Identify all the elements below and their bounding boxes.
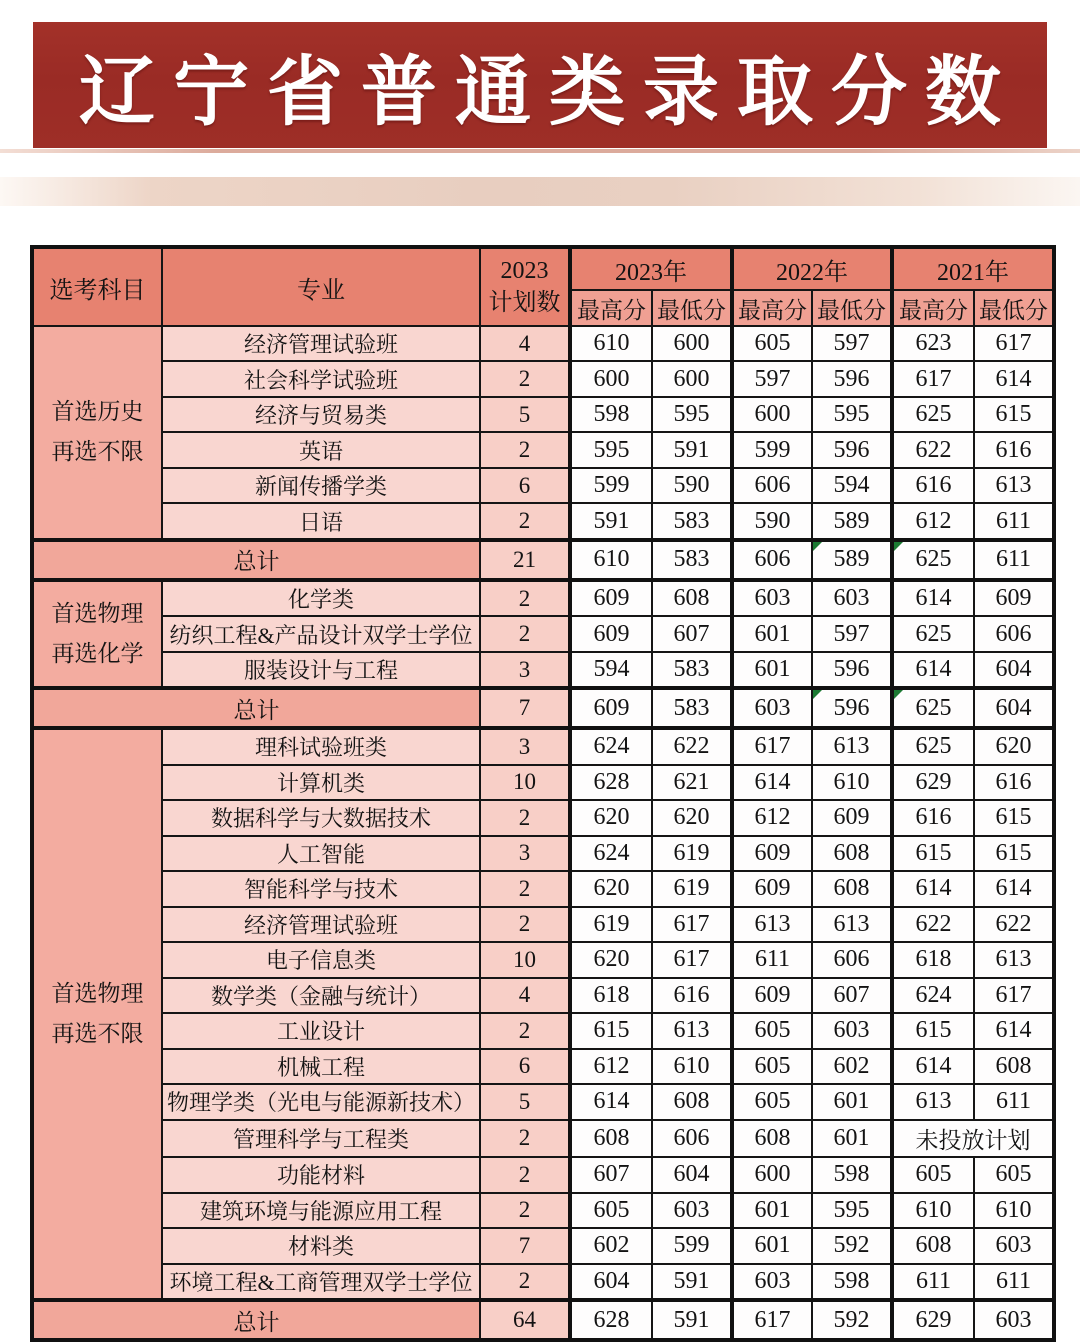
score-cell: 597 [812, 616, 892, 651]
score-cell: 608 [570, 1120, 652, 1158]
score-cell: 599 [652, 1228, 732, 1263]
table-row [32, 1193, 1054, 1228]
plan-cell: 3 [480, 836, 570, 871]
score-cell: 622 [892, 432, 974, 467]
score-cell: 607 [652, 616, 732, 651]
table-row [32, 800, 1054, 835]
score-cell: 609 [812, 800, 892, 835]
major-cell: 计算机类 [162, 765, 480, 800]
plan-cell: 2 [480, 1264, 570, 1301]
table-row [32, 432, 1054, 467]
score-cell: 595 [652, 397, 732, 432]
table-row [32, 1228, 1054, 1263]
table-row [32, 1049, 1054, 1084]
table-row [32, 326, 1054, 361]
major-cell: 人工智能 [162, 836, 480, 871]
score-cell: 612 [570, 1049, 652, 1084]
plan-cell: 2 [480, 1157, 570, 1192]
score-cell: 611 [974, 1264, 1054, 1301]
score-cell: 591 [652, 432, 732, 467]
score-cell: 609 [732, 871, 812, 906]
table-row [32, 728, 1054, 765]
score-cell: 594 [570, 652, 652, 689]
subject-group-line: 再选不限 [51, 439, 144, 465]
score-cell: 618 [892, 942, 974, 977]
score-cell: 617 [892, 361, 974, 396]
header-min-2021: 最低分 [974, 290, 1054, 326]
table-row [32, 942, 1054, 977]
score-cell: 609 [570, 688, 652, 728]
score-cell: 608 [652, 1084, 732, 1119]
score-cell: 613 [732, 907, 812, 942]
major-cell: 功能材料 [162, 1157, 480, 1192]
score-cell: 623 [892, 326, 974, 361]
header-year-2023: 2023年 [570, 247, 732, 290]
score-cell: 621 [652, 765, 732, 800]
score-cell: 599 [732, 432, 812, 467]
score-cell: 596 [812, 432, 892, 467]
score-cell: 610 [812, 765, 892, 800]
score-cell: 628 [570, 1300, 652, 1340]
major-cell: 理科试验班类 [162, 728, 480, 765]
major-cell: 新闻传播学类 [162, 468, 480, 503]
score-cell: 601 [732, 1228, 812, 1263]
score-cell: 606 [652, 1120, 732, 1158]
header-year-2022: 2022年 [732, 247, 892, 290]
score-cell: 603 [732, 688, 812, 728]
plan-cell: 2 [480, 432, 570, 467]
score-cell: 598 [570, 397, 652, 432]
score-cell: 603 [812, 580, 892, 617]
score-cell: 603 [732, 580, 812, 617]
score-cell: 602 [570, 1228, 652, 1263]
score-cell: 604 [652, 1157, 732, 1192]
score-cell: 622 [892, 907, 974, 942]
score-cell: 620 [652, 800, 732, 835]
score-cell: 605 [732, 1084, 812, 1119]
header-max-2023: 最高分 [570, 290, 652, 326]
page-title: 辽宁省普通类录取分数 [79, 49, 1019, 135]
plan-cell: 6 [480, 1049, 570, 1084]
table-header [32, 247, 1054, 326]
score-cell: 611 [974, 503, 1054, 540]
score-cell: 595 [812, 1193, 892, 1228]
score-cell: 597 [732, 361, 812, 396]
score-cell: 606 [732, 468, 812, 503]
score-cell: 624 [570, 836, 652, 871]
score-cell: 605 [974, 1157, 1054, 1192]
subject-group-cell [32, 580, 162, 689]
score-cell: 610 [652, 1049, 732, 1084]
score-cell: 608 [812, 871, 892, 906]
score-cell: 597 [812, 326, 892, 361]
score-cell: 611 [974, 540, 1054, 580]
score-cell: 604 [974, 688, 1054, 728]
major-cell: 纺织工程&产品设计双学士学位 [162, 616, 480, 651]
total-label-cell: 总计 [32, 540, 480, 580]
score-cell: 590 [652, 468, 732, 503]
score-cell: 614 [974, 1013, 1054, 1048]
score-cell: 615 [570, 1013, 652, 1048]
score-cell: 617 [732, 728, 812, 765]
score-cell: 607 [812, 978, 892, 1013]
major-cell: 材料类 [162, 1228, 480, 1263]
plan-cell: 4 [480, 978, 570, 1013]
score-cell: 601 [732, 652, 812, 689]
plan-cell: 5 [480, 1084, 570, 1119]
divider-line [0, 149, 1080, 153]
score-cell: 604 [570, 1264, 652, 1301]
header-min-2023: 最低分 [652, 290, 732, 326]
score-cell: 610 [570, 326, 652, 361]
subject-group-cell [32, 728, 162, 1300]
score-cell: 591 [652, 1300, 732, 1340]
score-cell: 614 [892, 871, 974, 906]
subject-group-line: 首选历史 [51, 399, 144, 425]
score-cell: 614 [892, 580, 974, 617]
score-cell: 629 [892, 1300, 974, 1340]
score-cell: 625 [892, 728, 974, 765]
score-cell: 600 [652, 361, 732, 396]
plan-cell: 4 [480, 326, 570, 361]
plan-cell: 7 [480, 1228, 570, 1263]
score-cell: 614 [974, 361, 1054, 396]
score-cell: 605 [570, 1193, 652, 1228]
score-cell: 600 [570, 361, 652, 396]
score-cell: 603 [652, 1193, 732, 1228]
score-cell-green-corner-mark: 625 [892, 688, 974, 728]
score-cell: 606 [812, 942, 892, 977]
score-cell: 609 [570, 616, 652, 651]
total-label-cell: 总计 [32, 688, 480, 728]
score-cell: 628 [570, 765, 652, 800]
table-row [32, 361, 1054, 396]
score-cell: 624 [570, 728, 652, 765]
header-min-2022: 最低分 [812, 290, 892, 326]
score-cell-green-corner-mark: 596 [812, 688, 892, 728]
score-cell: 615 [974, 836, 1054, 871]
score-cell: 611 [974, 1084, 1054, 1119]
score-cell: 600 [732, 397, 812, 432]
score-cell: 625 [892, 616, 974, 651]
table-row [32, 1120, 1054, 1158]
score-cell: 620 [570, 942, 652, 977]
score-cell: 616 [892, 800, 974, 835]
major-cell: 社会科学试验班 [162, 361, 480, 396]
score-cell: 589 [812, 503, 892, 540]
plan-cell: 3 [480, 652, 570, 689]
scores-table-wrap [30, 245, 1056, 1342]
header-subject: 选考科目 [32, 247, 162, 326]
score-cell: 622 [652, 728, 732, 765]
table-row [32, 1084, 1054, 1119]
score-cell: 613 [812, 907, 892, 942]
score-cell: 609 [732, 836, 812, 871]
score-cell: 601 [732, 616, 812, 651]
score-cell: 615 [974, 397, 1054, 432]
score-cell: 618 [570, 978, 652, 1013]
subject-group-line: 再选化学 [51, 641, 144, 667]
score-cell: 605 [732, 1013, 812, 1048]
score-cell: 607 [570, 1157, 652, 1192]
table-row [32, 907, 1054, 942]
plan-cell: 2 [480, 503, 570, 540]
score-cell: 615 [892, 836, 974, 871]
score-cell: 614 [974, 871, 1054, 906]
major-cell: 建筑环境与能源应用工程 [162, 1193, 480, 1228]
score-cell: 592 [812, 1228, 892, 1263]
score-cell: 583 [652, 503, 732, 540]
major-cell: 数据科学与大数据技术 [162, 800, 480, 835]
score-cell: 600 [652, 326, 732, 361]
score-cell: 591 [570, 503, 652, 540]
major-cell: 环境工程&工商管理双学士学位 [162, 1264, 480, 1301]
score-cell: 603 [732, 1264, 812, 1301]
table-row [32, 1264, 1054, 1301]
table-row [32, 580, 1054, 617]
score-cell: 595 [570, 432, 652, 467]
table-row [32, 1013, 1054, 1048]
plan-cell: 21 [480, 540, 570, 580]
plan-cell: 10 [480, 942, 570, 977]
plan-cell: 6 [480, 468, 570, 503]
title-banner [33, 22, 1047, 148]
decor-gradient-band [0, 177, 1080, 206]
score-cell: 614 [732, 765, 812, 800]
score-cell: 608 [812, 836, 892, 871]
score-cell: 609 [570, 580, 652, 617]
score-cell: 612 [732, 800, 812, 835]
header-plan-line1: 2023 [500, 257, 549, 284]
score-cell: 595 [812, 397, 892, 432]
score-cell: 619 [570, 907, 652, 942]
plan-cell: 2 [480, 1193, 570, 1228]
score-cell-green-corner-mark: 589 [812, 540, 892, 580]
score-cell: 613 [652, 1013, 732, 1048]
score-cell: 620 [570, 871, 652, 906]
score-cell: 604 [974, 652, 1054, 689]
score-cell-green-corner-mark: 625 [892, 540, 974, 580]
score-cell: 617 [974, 326, 1054, 361]
score-cell: 605 [732, 1049, 812, 1084]
score-cell: 617 [732, 1300, 812, 1340]
score-cell: 590 [732, 503, 812, 540]
score-cell: 613 [812, 728, 892, 765]
score-cell: 612 [892, 503, 974, 540]
score-cell: 606 [732, 540, 812, 580]
major-cell: 智能科学与技术 [162, 871, 480, 906]
plan-cell: 3 [480, 728, 570, 765]
major-cell: 数学类（金融与统计） [162, 978, 480, 1013]
header-major: 专业 [162, 247, 480, 326]
major-cell: 化学类 [162, 580, 480, 617]
score-cell: 613 [892, 1084, 974, 1119]
major-cell: 机械工程 [162, 1049, 480, 1084]
table-row [32, 871, 1054, 906]
score-cell: 617 [652, 907, 732, 942]
score-cell: 610 [892, 1193, 974, 1228]
score-cell: 606 [974, 616, 1054, 651]
score-cell: 608 [974, 1049, 1054, 1084]
score-cell: 609 [732, 978, 812, 1013]
score-cell: 608 [892, 1228, 974, 1263]
score-cell: 599 [570, 468, 652, 503]
plan-cell: 2 [480, 580, 570, 617]
major-cell: 经济管理试验班 [162, 326, 480, 361]
table-row [32, 978, 1054, 1013]
table-row [32, 765, 1054, 800]
score-cell: 605 [892, 1157, 974, 1192]
score-cell: 583 [652, 688, 732, 728]
table-row [32, 468, 1054, 503]
header-year-2021: 2021年 [892, 247, 1054, 290]
score-cell: 609 [974, 580, 1054, 617]
total-row [32, 1300, 1054, 1340]
total-row [32, 688, 1054, 728]
plan-cell: 2 [480, 361, 570, 396]
plan-cell: 2 [480, 1120, 570, 1158]
score-cell: 608 [652, 580, 732, 617]
plan-cell: 64 [480, 1300, 570, 1340]
major-cell: 工业设计 [162, 1013, 480, 1048]
major-cell: 英语 [162, 432, 480, 467]
score-cell: 596 [812, 361, 892, 396]
major-cell: 管理科学与工程类 [162, 1120, 480, 1158]
score-cell: 616 [892, 468, 974, 503]
score-cell: 603 [812, 1013, 892, 1048]
score-cell: 616 [974, 765, 1054, 800]
score-cell: 601 [812, 1120, 892, 1158]
plan-cell: 7 [480, 688, 570, 728]
major-cell: 物理学类（光电与能源新技术） [162, 1084, 480, 1119]
score-cell: 617 [974, 978, 1054, 1013]
major-cell: 经济与贸易类 [162, 397, 480, 432]
header-max-2021: 最高分 [892, 290, 974, 326]
total-row [32, 540, 1054, 580]
header-max-2022: 最高分 [732, 290, 812, 326]
subject-group-cell [32, 326, 162, 540]
score-cell: 613 [974, 468, 1054, 503]
score-cell: 616 [974, 432, 1054, 467]
score-cell: 611 [892, 1264, 974, 1301]
score-cell: 620 [570, 800, 652, 835]
score-cell: 629 [892, 765, 974, 800]
score-cell: 605 [732, 326, 812, 361]
major-cell: 日语 [162, 503, 480, 540]
header-plan [480, 247, 570, 326]
score-cell: 619 [652, 836, 732, 871]
score-cell: 591 [652, 1264, 732, 1301]
score-cell: 598 [812, 1157, 892, 1192]
plan-cell: 2 [480, 800, 570, 835]
score-cell: 619 [652, 871, 732, 906]
major-cell: 服装设计与工程 [162, 652, 480, 689]
score-cell: 603 [974, 1300, 1054, 1340]
plan-cell: 5 [480, 397, 570, 432]
score-cell: 614 [892, 652, 974, 689]
table-row [32, 1157, 1054, 1192]
score-cell: 600 [732, 1157, 812, 1192]
table-row [32, 503, 1054, 540]
score-cell: 615 [974, 800, 1054, 835]
score-cell: 601 [812, 1084, 892, 1119]
major-cell: 电子信息类 [162, 942, 480, 977]
score-cell: 603 [974, 1228, 1054, 1263]
score-cell: 613 [974, 942, 1054, 977]
score-cell: 610 [974, 1193, 1054, 1228]
table-row [32, 397, 1054, 432]
subject-group-line: 首选物理 [51, 600, 144, 626]
table-row [32, 836, 1054, 871]
score-cell: 625 [892, 397, 974, 432]
scores-table [30, 245, 1056, 1342]
table-row [32, 652, 1054, 689]
plan-cell: 10 [480, 765, 570, 800]
total-label-cell: 总计 [32, 1300, 480, 1340]
score-cell: 601 [732, 1193, 812, 1228]
score-cell: 622 [974, 907, 1054, 942]
major-cell: 经济管理试验班 [162, 907, 480, 942]
subject-group-line: 再选不限 [51, 1021, 144, 1047]
score-cell: 614 [570, 1084, 652, 1119]
header-plan-line2: 计划数 [488, 290, 561, 316]
score-cell: 592 [812, 1300, 892, 1340]
score-cell: 614 [892, 1049, 974, 1084]
score-cell: 583 [652, 652, 732, 689]
score-cell: 616 [652, 978, 732, 1013]
score-cell: 620 [974, 728, 1054, 765]
plan-cell: 2 [480, 871, 570, 906]
plan-cell: 2 [480, 616, 570, 651]
score-cell: 610 [570, 540, 652, 580]
header-row-years [32, 247, 1054, 290]
score-cell: 602 [812, 1049, 892, 1084]
subject-group-line: 首选物理 [51, 980, 144, 1006]
score-cell: 611 [732, 942, 812, 977]
score-cell: 615 [892, 1013, 974, 1048]
score-cell: 608 [732, 1120, 812, 1158]
score-cell: 596 [812, 652, 892, 689]
score-cell: 594 [812, 468, 892, 503]
table-body [32, 326, 1054, 1340]
no-plan-cell: 未投放计划 [892, 1120, 1054, 1158]
score-cell: 598 [812, 1264, 892, 1301]
plan-cell: 2 [480, 1013, 570, 1048]
score-cell: 583 [652, 540, 732, 580]
table-row [32, 616, 1054, 651]
score-cell: 617 [652, 942, 732, 977]
plan-cell: 2 [480, 907, 570, 942]
score-cell: 624 [892, 978, 974, 1013]
